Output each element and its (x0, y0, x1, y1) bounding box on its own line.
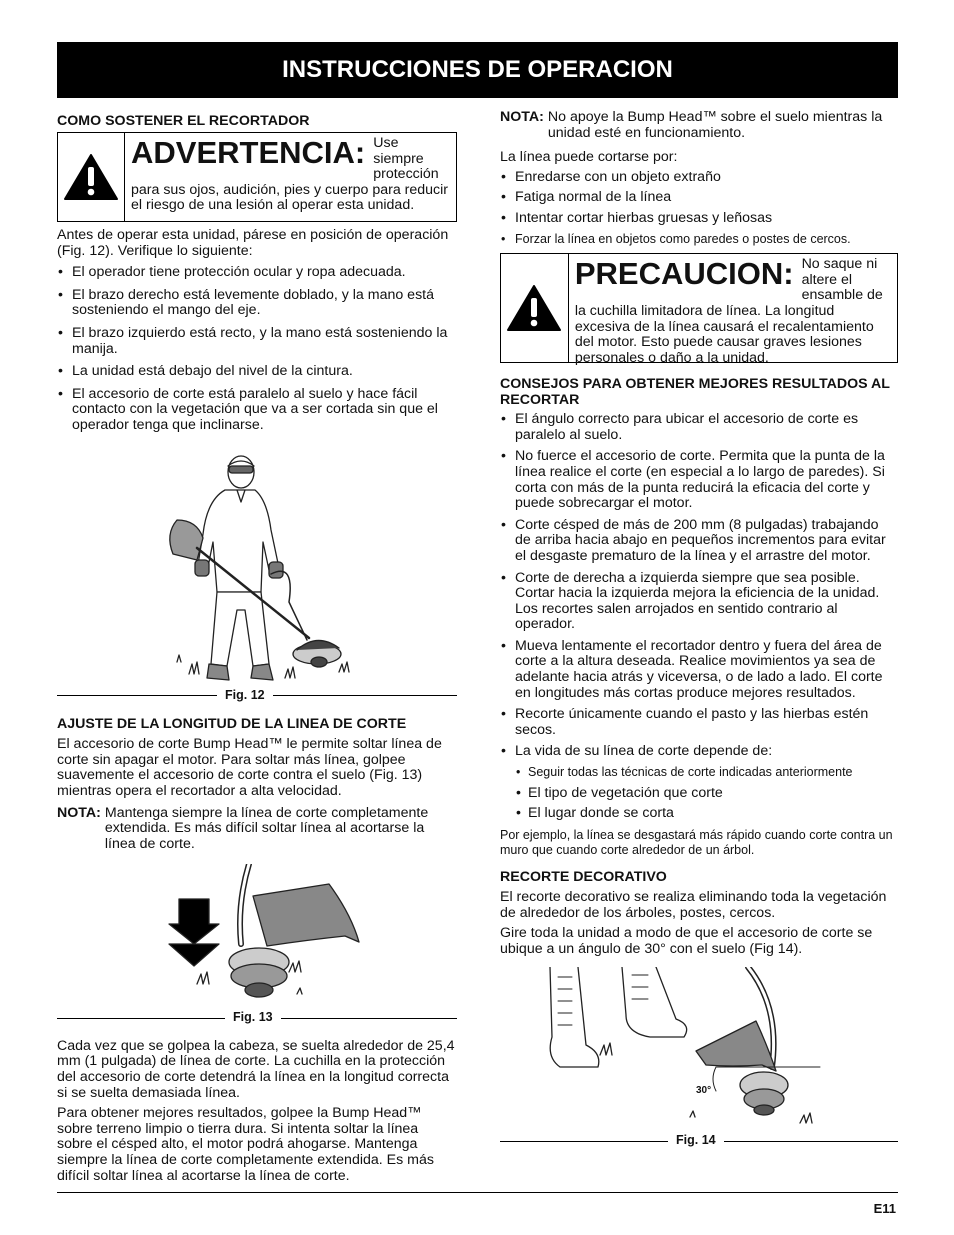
list-item: • Recorte únicamente cuando el pasto y las hierbas estén secos. (500, 707, 898, 738)
page-number: E11 (873, 1201, 896, 1216)
list-item: • No fuerce el accesorio de corte. Permita que la punta de la línea realice el corte (en especial a lo largo de paredes). Si corta con más de la punta reducirá la eficacia del corte y puede sobrecargar el motor. (500, 449, 898, 511)
line-length-text: El accesorio de corte Bump Head™ le permite soltar línea de corte sin apagar el motor. Para soltar más línea, golpee suavemente el accesorio de corte contra el suelo (Fig. 13) mientras opera el recortador a alta velocidad. (57, 736, 442, 799)
figure-14-caption-rule (500, 1133, 898, 1149)
down-arrow-icon (169, 899, 219, 944)
figure-14-caption: Fig. 14 (676, 1133, 716, 1148)
right-column (500, 110, 898, 1149)
figure-12 (57, 442, 457, 690)
bump-head-illustration (57, 864, 457, 1014)
warning-text: Use siempre protección para sus ojos, audición, pies y cuerpo para reducir el riesgo de una lesión al operar esta unidad. (131, 135, 449, 214)
list-item: • Corte de derecha a izquierda siempre que sea posible. Cortar hacia la izquierda mejora la eficiencia de la unidad. Los recortes salen arrojados en sentido contrario al operador. (500, 571, 898, 633)
figure-12-caption: Fig. 12 (225, 687, 265, 702)
section-title-decorative: RECORTE DECORATIVO (500, 869, 667, 885)
list-item: • Corte césped de más de 200 mm (8 pulgadas) trabajando de arriba hacia abajo en pequeños incrementos para evitar el desgaste prematuro de la línea y el arrastre del motor. (500, 518, 898, 565)
warning-box (57, 132, 457, 222)
decorative-trim-illustration (500, 967, 898, 1135)
note-label: NOTA: (57, 804, 101, 821)
left-column (57, 110, 457, 1184)
note-text: No apoye la Bump Head™ sobre el suelo mientras la unidad esté en funcionamiento. (547, 109, 883, 141)
decorative-text-1: El recorte decorativo se realiza eliminando toda la vegetación de alrededor de los árboles, postes, cercos. (500, 889, 887, 921)
caution-triangle-icon (506, 283, 562, 333)
decorative-text-2: Gire toda la unidad a modo de que el accesorio de corte se ubique a un ángulo de 30° con el suelo (Fig 14). (500, 925, 873, 957)
list-item: • El lugar donde se corta (500, 806, 898, 822)
list-item: • El tipo de vegetación que corte (500, 786, 898, 802)
list-item: • La unidad está debajo del nivel de la cintura. (57, 364, 457, 380)
holding-intro: Antes de operar esta unidad, párese en posición de operación (Fig. 12). Verifique lo siguiente: (57, 227, 449, 259)
note-label: NOTA: (500, 109, 544, 125)
caution-text-area (569, 254, 897, 366)
figure-13 (57, 864, 457, 1014)
bump-release-text: Cada vez que se golpea la cabeza, se suelta alrededor de 25,4 mm (1 pulgada) de línea de corte. La cuchilla en la protección del accesorio de corte detendrá la línea en la longitud correcta si se suelta demasiada línea. (57, 1037, 455, 1101)
tips-list (500, 412, 898, 822)
caution-icon-cell (501, 254, 569, 362)
list-item: • El operador tiene protección ocular y ropa adecuada. (57, 265, 457, 281)
figure-14 (500, 967, 898, 1135)
list-item: • Mueva lentamente el recortador dentro y fuera del área de corte a la altura deseada. Realice movimientos ya sea de adelante hacia atrás y viceversa, o de lado a lado. El corte en longitudes más cortas produce mejores resultados. (500, 639, 898, 701)
section-title-holding: COMO SOSTENER EL RECORTADOR (57, 113, 310, 129)
list-item: • El ángulo correcto para ubicar el accesorio de corte es paralelo al suelo. (500, 412, 898, 443)
line-breakage-intro: La línea puede cortarse por: (500, 149, 678, 166)
caution-text: No saque ni altere el ensamble de la cuchilla limitadora de línea. La longitud excesiva de la línea causará el recalentamiento del motor. Esto puede causar graves lesiones personales o daño a la unidad. (574, 256, 883, 366)
warning-text-area (125, 133, 454, 221)
operator-illustration (57, 442, 457, 690)
list-item: • El brazo derecho está levemente doblado, y la mano está sosteniendo el mango del eje. (57, 288, 457, 319)
list-item: • Forzar la línea en objetos como paredes o postes de cercos. (500, 232, 898, 248)
note-line-length (57, 806, 457, 853)
note-bump-head (500, 110, 898, 141)
list-item: • El brazo izquierdo está recto, y la mano está sosteniendo la manija. (57, 326, 457, 357)
caution-word: PRECAUCION: (574, 256, 794, 292)
list-item: • Enredarse con un objeto extraño (500, 170, 898, 186)
warning-icon-cell (58, 133, 125, 221)
line-breakage-list (500, 170, 898, 247)
note-text: Mantenga siempre la línea de corte completamente extendida. Es más difícil soltar línea al acortarse la línea de corte. (104, 804, 429, 852)
bump-tips-text: Para obtener mejores resultados, golpee la Bump Head™ sobre terreno limpio o tierra dura. Si intenta soltar la línea sobre el césped alto, el motor podrá ahogarse. Mantenga siempre la línea de corte completamente extendida. Es más difícil soltar línea al acortarse la línea de corte. (57, 1105, 434, 1184)
section-title-line-length: AJUSTE DE LA LONGITUD DE LA LINEA DE CORTE (57, 716, 407, 733)
footer-rule (57, 1192, 898, 1193)
list-item: • Fatiga normal de la línea (500, 190, 898, 206)
page-header (57, 42, 898, 98)
list-item: • Seguir todas las técnicas de corte indicadas anteriormente (500, 765, 898, 781)
warning-triangle-icon (63, 152, 119, 202)
list-item: • La vida de su línea de corte depende de: (500, 744, 898, 760)
header-title: INSTRUCCIONES DE OPERACION (282, 56, 673, 83)
angle-label: 30° (696, 1085, 712, 1097)
example-text: Por ejemplo, la línea se desgastará más rápido cuando corte contra un muro que cuando corte alrededor de un árbol. (500, 827, 893, 858)
caution-box (500, 253, 898, 366)
warning-word: ADVERTENCIA: (131, 135, 366, 170)
holding-checklist (57, 265, 457, 433)
figure-13-caption: Fig. 13 (233, 1010, 273, 1025)
list-item: • Intentar cortar hierbas gruesas y leñosas (500, 211, 898, 227)
list-item: • El accesorio de corte está paralelo al suelo y hace fácil contacto con la vegetación que va a ser cortada sin que el operador tenga que inclinarse. (57, 387, 457, 434)
section-title-tips: CONSEJOS PARA OBTENER MEJORES RESULTADOS AL RECORTAR (500, 376, 890, 409)
